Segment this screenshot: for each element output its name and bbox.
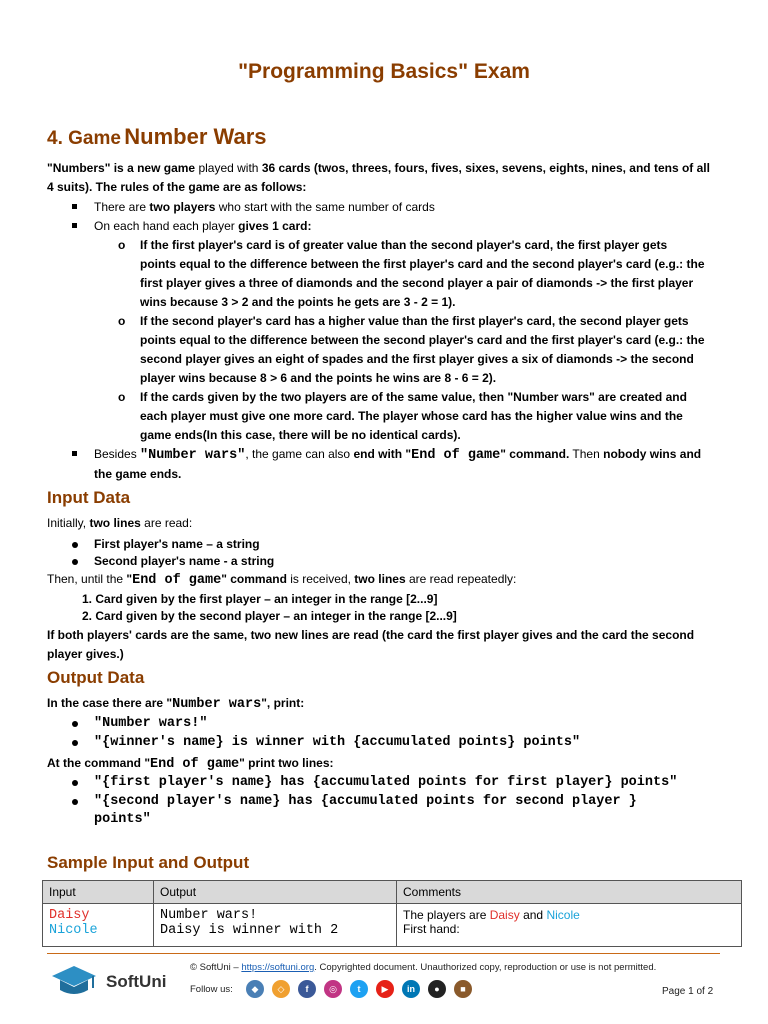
follow-us-label: Follow us: — [190, 984, 233, 995]
input-then-until — [47, 570, 717, 590]
square-bullet-icon — [72, 451, 77, 456]
input-l2-bold3: two lines — [354, 572, 406, 586]
sample-comments-cell — [397, 904, 742, 947]
input-numbered-2 — [82, 608, 457, 625]
output-l1-code: Number wars — [172, 697, 262, 712]
output-code-4-text-b: points" — [94, 812, 151, 827]
input-same-cards-note: If both players' cards are the same, two new lines are read (the card the first player gives and the card the second player gives.) — [47, 628, 695, 661]
rule-number-wars-text: If the cards given by the two players are of the same value, then "Number wars" are created and each player must give one more card. The player whose card has the higher value wins and the game ends(In this case, there will be no identical cards). — [140, 390, 687, 442]
output-number-wars-intro — [47, 694, 717, 714]
rule2-bold: gives 1 card: — [238, 219, 312, 233]
bullet-dot-icon — [72, 799, 78, 805]
task-number: 4. Game — [47, 128, 121, 149]
rule-second-wins-text: If the second player's card has a higher value than the first player's card, the second player gets points equal to the difference between the second player's card and the first player's card (e.g.: the second player gives an eight of spades and the first player gives a six of diamonds -> the second player wins because 8 > 6 and the points he wins are 8 - 6 = 2). — [140, 314, 705, 385]
facebook-icon[interactable]: f — [298, 980, 316, 998]
rule3-code2: End of game — [411, 448, 501, 463]
sample-output-line-2: Daisy is winner with 2 — [160, 923, 339, 938]
rule-number-wars — [118, 388, 705, 445]
page-title: "Programming Basics" Exam — [238, 60, 530, 83]
input-l2-text3: are read repeatedly: — [405, 572, 517, 586]
table-header-output: Output — [154, 881, 397, 904]
table-header-comments: Comments — [397, 881, 742, 904]
copyright-pre: © SoftUni – — [190, 962, 242, 973]
input-initially — [47, 514, 717, 533]
rule-end-of-game — [94, 445, 714, 484]
table-header-input: Input — [43, 881, 154, 904]
rule1-text2: who start with the same number of cards — [215, 200, 435, 214]
bullet-dot-icon — [72, 721, 78, 727]
output-data-heading: Output Data — [47, 668, 145, 687]
input-numbered-1 — [82, 591, 437, 608]
sample-comment-line-1 — [403, 908, 735, 922]
rule3-bold3: nobody wins and the game ends. — [94, 447, 702, 481]
circle-bullet-icon: o — [118, 314, 126, 328]
input-l1-text1: Initially, — [47, 516, 90, 530]
output-code-4 — [94, 793, 734, 811]
input-data-heading: Input Data — [47, 488, 131, 507]
input-l1-text2: are read: — [140, 516, 193, 530]
sample-input-line-1: Daisy — [49, 908, 90, 923]
softuni-link[interactable]: https://softuni.org — [241, 962, 315, 973]
output-code-2 — [94, 734, 734, 752]
sample-input-cell — [43, 904, 154, 947]
output-code-2-text: "{winner's name} is winner with {accumulated points} points" — [94, 735, 581, 750]
input-bullet-2-text: Second player's name - a string — [94, 554, 275, 568]
bullet-dot-icon — [72, 780, 78, 786]
sample-comment-line-2: First hand: — [403, 922, 460, 936]
input-bullet-1-text: First player's name – a string — [94, 537, 260, 551]
rule3-code1: "Number wars" — [140, 448, 246, 463]
copyright-post: . Copyrighted document. Unauthorized copy, reproduction or use is not permitted. — [314, 962, 657, 973]
softuni-creative-icon[interactable]: ◇ — [272, 980, 290, 998]
instagram-icon[interactable]: ◎ — [324, 980, 342, 998]
output-l1-text1: In the case there are " — [47, 696, 173, 710]
store-icon[interactable]: ■ — [454, 980, 472, 998]
github-icon[interactable]: ● — [428, 980, 446, 998]
softuni-logo[interactable] — [50, 962, 180, 1002]
square-bullet-icon — [72, 223, 77, 228]
input-l2-code: End of game — [132, 573, 222, 588]
rule1-text1: There are — [94, 200, 150, 214]
sample-table — [42, 880, 742, 947]
input-numbered-2-text: Card given by the second player – an integer in the range [2...9] — [95, 609, 457, 623]
output-l2-code: End of game — [150, 757, 240, 772]
copyright-text — [190, 962, 656, 973]
input-l2-bold2: " command — [221, 572, 287, 586]
square-bullet-icon — [72, 204, 77, 209]
intro-text-1: played with — [195, 161, 262, 175]
input-bullet-first-name — [94, 536, 260, 553]
input-l2-bold1: " — [126, 572, 133, 586]
output-code-4-text-a: "{second player's name} has {accumulated points for second player } — [94, 794, 637, 809]
bullet-dot-icon — [72, 740, 78, 746]
number-marker-2: 2. — [82, 609, 93, 623]
input-numbered-1-text: Card given by the first player – an integer in the range [2...9] — [95, 592, 438, 606]
task-name: Number Wars — [124, 124, 267, 149]
output-end-of-game-intro — [47, 754, 717, 774]
sample-input-line-2: Nicole — [49, 923, 98, 938]
table-row — [43, 904, 742, 947]
logo-text: SoftUni — [106, 972, 167, 991]
intro-bold-1: "Numbers" is a new game — [47, 161, 196, 175]
comment-name-2: Nicole — [546, 908, 580, 922]
rule2-text1: On each hand each player — [94, 219, 239, 233]
input-bullet-second-name — [94, 553, 274, 570]
linkedin-icon[interactable]: in — [402, 980, 420, 998]
page-number: Page 1 of 2 — [662, 986, 714, 997]
rule-each-hand — [94, 217, 714, 236]
bullet-dot-icon — [72, 542, 78, 548]
output-code-3-text: "{first player's name} has {accumulated points for first player} points" — [94, 775, 678, 790]
rule1-bold: two players — [149, 200, 216, 214]
number-marker-1: 1. — [82, 592, 93, 606]
output-l1-text2: ", print: — [261, 696, 305, 710]
twitter-icon[interactable]: t — [350, 980, 368, 998]
footer-divider — [47, 953, 720, 954]
bullet-dot-icon — [72, 559, 78, 565]
sample-heading: Sample Input and Output — [47, 853, 250, 872]
rule3-text3: Then — [569, 447, 604, 461]
rule-two-players — [94, 198, 714, 217]
circle-bullet-icon: o — [118, 238, 126, 252]
comment-text-1: The players are — [403, 908, 490, 922]
input-l2-text1: Then, until the — [47, 572, 127, 586]
rule3-bold1: end with " — [353, 447, 412, 461]
rule3-bold2: " command. — [500, 447, 570, 461]
intro-bold-2: 36 cards (twos, threes, fours, fives, sixes, sevens, eights, nines, and tens of all 4 suits). The rules of the game are as follows: — [47, 161, 710, 194]
sample-output-line-1: Number wars! — [160, 908, 258, 923]
input-l1-bold: two lines — [89, 516, 141, 530]
task-heading — [47, 124, 267, 150]
comment-text-2: and — [519, 908, 547, 922]
rule-second-wins — [118, 312, 705, 388]
circle-bullet-icon: o — [118, 390, 126, 404]
rule3-text1: Besides — [94, 447, 141, 461]
output-l2-text1: At the command " — [47, 756, 151, 770]
sample-output-cell — [154, 904, 397, 947]
softuni-social-icon[interactable]: ◆ — [246, 980, 264, 998]
output-code-1-text: "Number wars!" — [94, 716, 208, 731]
rule3-text2: , the game can also — [245, 447, 354, 461]
input-l2-text2: is received, — [286, 572, 355, 586]
comment-name-1: Daisy — [489, 908, 520, 922]
output-l2-text2: " print two lines: — [239, 756, 334, 770]
intro-paragraph — [47, 159, 717, 197]
graduation-cap-icon — [50, 962, 98, 1002]
table-header-row — [43, 881, 742, 904]
rule-first-wins-text: If the first player's card is of greater value than the second player's card, the first player gets points equal to the difference between the first player's card and the second player's card (e.g.: the first player gives a three of diamonds and the second player a pair of diamonds -> the first player wins because 3 > 2 and the points he gets are 3 - 2 = 1). — [140, 238, 705, 309]
output-code-4-cont — [94, 811, 734, 829]
output-code-1 — [94, 715, 734, 733]
youtube-icon[interactable]: ▶ — [376, 980, 394, 998]
output-code-3 — [94, 774, 734, 792]
rule-first-wins — [118, 236, 705, 312]
